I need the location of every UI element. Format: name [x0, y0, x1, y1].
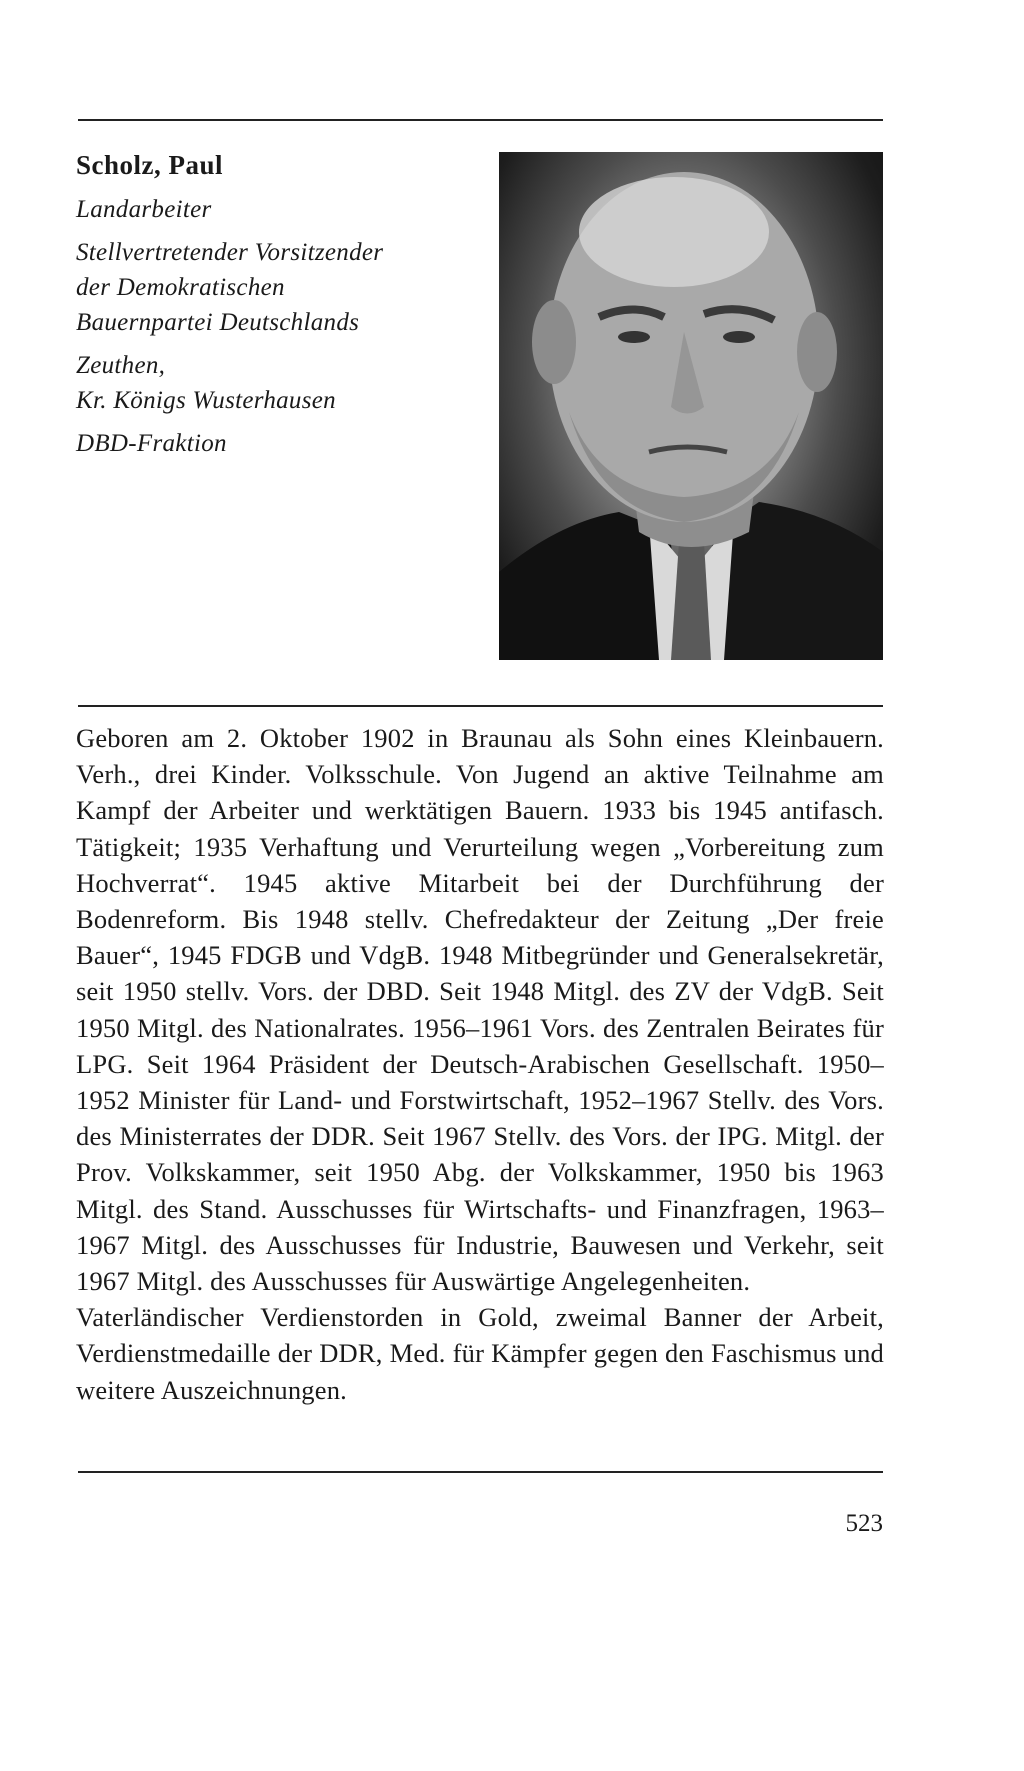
position-line-3: Bauernpartei Deutschlands — [76, 309, 360, 336]
entry-header — [76, 148, 496, 461]
portrait-silhouette-icon — [499, 152, 883, 660]
bottom-rule — [78, 1471, 883, 1473]
position-line-2: der Demokratischen — [76, 274, 285, 301]
person-name: Scholz, Paul — [76, 150, 224, 180]
portrait-photo — [499, 152, 883, 660]
occupation: Landarbeiter — [76, 196, 212, 223]
residence-line-1: Zeuthen, — [76, 352, 166, 379]
residence-line-2: Kr. Königs Wusterhausen — [76, 387, 336, 414]
page-number: 523 — [845, 1510, 883, 1537]
biography-paragraph-2: Vaterländischer Verdienstorden in Gold, zweimal Banner der Arbeit, Verdienstmedaille der DDR, Med. für Kämpfer gegen den Faschismus und weitere Auszeichnungen. — [76, 1302, 884, 1405]
faction: DBD-Fraktion — [76, 430, 227, 457]
position-line-1: Stellvertretender Vorsitzender — [76, 239, 384, 266]
biography — [76, 720, 884, 1408]
top-rule — [78, 119, 883, 121]
biography-paragraph-1: Geboren am 2. Oktober 1902 in Braunau als Sohn eines Kleinbauern. Verh., drei Kinder. Volksschule. Von Jugend an aktive Teilnahme am Kampf der Arbeiter und werktätigen Bauern. 1933 bis 1945 antifasch. Tätigkeit; 1935 Verhaftung und Verurteilung wegen „Vorbereitung zum Hochverrat“. 1945 aktive Mitarbeit bei der Durchführung der Bodenreform. Bis 1948 stellv. Chefredakteur der Zeitung „Der freie Bauer“, 1945 FDGB und VdgB. 1948 Mitbegründer und Generalsekretär, seit 1950 stellv. Vors. der DBD. Seit 1948 Mitgl. des ZV der VdgB. Seit 1950 Mitgl. des Nationalrates. 1956–1961 Vors. des Zentralen Beirates für LPG. Seit 1964 Präsident der Deutsch-Arabischen Gesellschaft. 1950–1952 Minister für Land- und Forstwirtschaft, 1952–1967 Stellv. des Vors. des Ministerrates der DDR. Seit 1967 Stellv. des Vors. der IPG. Mitgl. der Prov. Volkskammer, seit 1950 Abg. der Volkskammer, 1950 bis 1963 Mitgl. des Stand. Ausschusses für Wirtschafts- und Finanzfragen, 1963–1967 Mitgl. des Ausschusses für Industrie, Bauwesen und Verkehr, seit 1967 Mitgl. des Ausschusses für Auswärtige Angelegenheiten. — [76, 723, 884, 1297]
middle-rule — [78, 705, 883, 707]
